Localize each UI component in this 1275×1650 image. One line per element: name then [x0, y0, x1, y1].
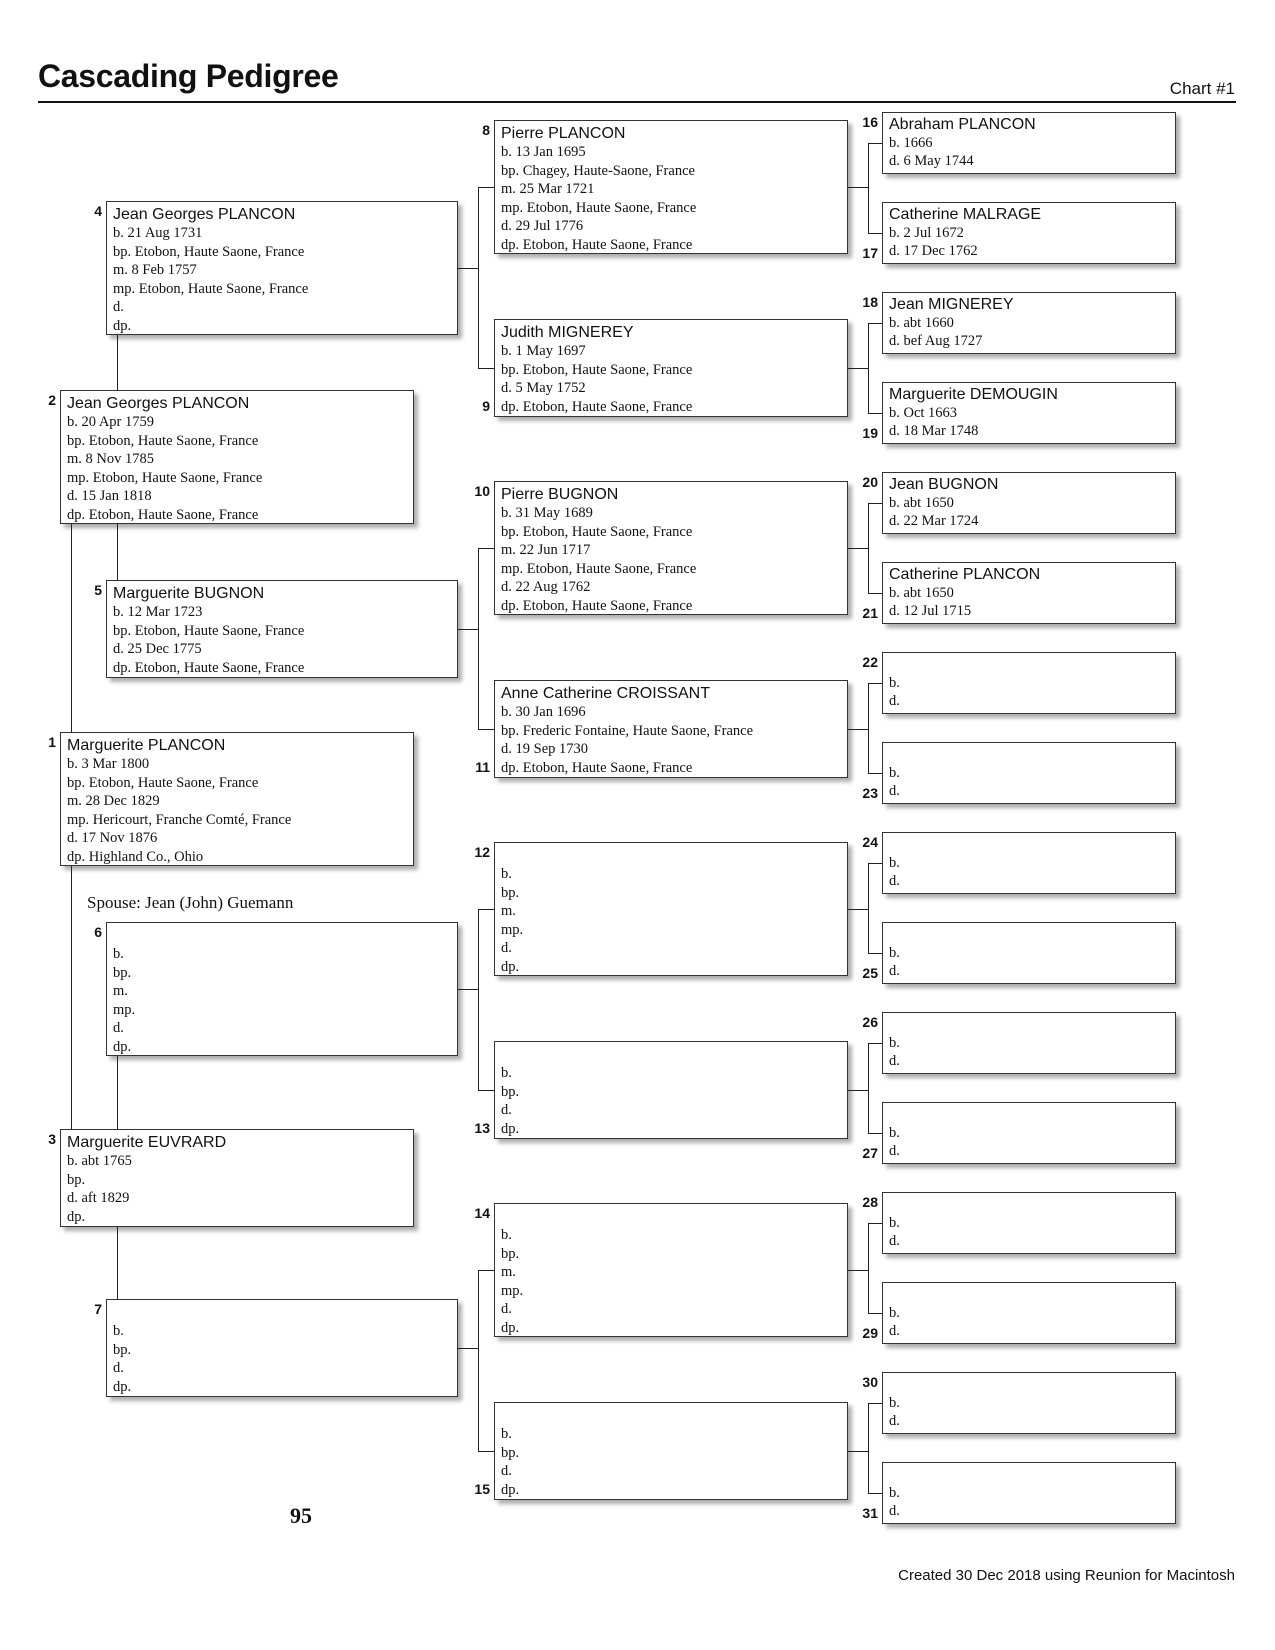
footer-credit: Created 30 Dec 2018 using Reunion for Macintosh: [898, 1567, 1235, 1584]
connector-line: [848, 368, 868, 369]
person-name: Marguerite EUVRARD: [67, 1134, 227, 1151]
person-detail-line: bp. Etobon, Haute Saone, France: [113, 622, 305, 639]
person-name: Pierre BUGNON: [501, 486, 619, 503]
person-detail-line: d.: [889, 1323, 900, 1339]
connector-line: [848, 1090, 868, 1091]
person-detail-line: m.: [113, 983, 128, 1000]
person-detail-line: b. 30 Jan 1696: [501, 704, 586, 720]
person-detail-line: m.: [501, 1264, 516, 1281]
person-box: [60, 732, 414, 866]
person-detail-line: bp. Chagey, Haute-Saone, France: [501, 162, 695, 179]
person-detail-line: d.: [889, 873, 900, 889]
person-number: 20: [862, 474, 878, 490]
person-detail-line: m. 22 Jun 1717: [501, 542, 591, 559]
person-number: 23: [862, 785, 878, 801]
connector-line: [868, 1403, 869, 1493]
connector-line: [868, 683, 882, 684]
person-number: 24: [862, 834, 878, 850]
person-detail-line: m. 28 Dec 1829: [67, 793, 160, 810]
person-number: 29: [862, 1325, 878, 1341]
connector-line: [478, 548, 494, 549]
person-detail-line: b.: [501, 1065, 512, 1081]
person-detail-line: mp. Hericourt, Franche Comté, France: [67, 811, 292, 828]
person-detail-line: m.: [501, 903, 516, 920]
person-detail-line: d. 22 Aug 1762: [501, 579, 591, 596]
person-detail-line: d.: [501, 1301, 512, 1318]
person-name: [889, 655, 1169, 674]
person-detail-line: bp.: [113, 1341, 132, 1358]
person-detail-line: mp.: [113, 1001, 136, 1018]
person-number: 17: [862, 245, 878, 261]
person-box: [494, 1203, 848, 1337]
person-detail-line: b. 3 Mar 1800: [67, 756, 150, 772]
person-number: 12: [474, 844, 490, 860]
connector-line: [478, 1451, 494, 1452]
connector-line: [868, 233, 882, 234]
connector-line: [868, 863, 869, 953]
connector-line: [478, 1270, 494, 1271]
person-box: [882, 1192, 1176, 1254]
person-name: [889, 1195, 1169, 1214]
person-box: [106, 580, 458, 678]
person-number: 28: [862, 1194, 878, 1210]
person-box: [494, 1402, 848, 1500]
page-title: Cascading Pedigree: [38, 58, 339, 94]
person-detail-line: dp. Etobon, Haute Saone, France: [67, 506, 259, 523]
connector-line: [478, 187, 479, 368]
connector-line: [868, 413, 882, 414]
person-box: [882, 922, 1176, 984]
person-detail-line: b.: [889, 675, 900, 691]
person-number: 16: [862, 114, 878, 130]
person-detail-line: d.: [889, 1503, 900, 1519]
person-detail-line: b.: [889, 1125, 900, 1141]
page-number: 95: [290, 1503, 312, 1528]
person-detail-line: dp. Etobon, Haute Saone, France: [113, 659, 305, 676]
connector-line: [478, 548, 479, 729]
person-box: [882, 832, 1176, 894]
person-detail-line: b. abt 1660: [889, 315, 954, 331]
person-detail-line: bp.: [501, 1245, 520, 1262]
person-number: 30: [862, 1374, 878, 1390]
connector-line: [868, 773, 882, 774]
person-detail-line: mp. Etobon, Haute Saone, France: [501, 199, 697, 216]
person-detail-line: b.: [113, 1323, 124, 1339]
person-detail-line: d. 5 May 1752: [501, 380, 586, 397]
person-detail-line: b.: [501, 866, 512, 882]
connector-line: [71, 524, 72, 732]
person-box: [882, 652, 1176, 714]
connector-line: [868, 1133, 882, 1134]
person-detail-line: d.: [113, 299, 124, 316]
person-name: Jean MIGNEREY: [889, 296, 1014, 313]
person-number: 22: [862, 654, 878, 670]
person-detail-line: d. 15 Jan 1818: [67, 488, 152, 505]
person-box: [882, 472, 1176, 534]
connector-line: [478, 1090, 494, 1091]
person-box: [882, 1012, 1176, 1074]
person-name: Catherine MALRAGE: [889, 206, 1042, 223]
person-name: [113, 926, 451, 945]
connector-line: [868, 1223, 869, 1313]
person-detail-line: b.: [889, 945, 900, 961]
person-box: [882, 1372, 1176, 1434]
person-number: 19: [862, 425, 878, 441]
person-detail-line: bp.: [67, 1171, 86, 1188]
person-name: Jean Georges PLANCON: [67, 395, 250, 412]
person-box: [494, 481, 848, 615]
person-number: 7: [94, 1301, 102, 1317]
person-number: 26: [862, 1014, 878, 1030]
connector-line: [868, 1403, 882, 1404]
person-box: [882, 202, 1176, 264]
person-box: [106, 1299, 458, 1397]
person-box: [106, 922, 458, 1056]
person-box: [494, 120, 848, 254]
person-number: 27: [862, 1145, 878, 1161]
person-detail-line: b.: [889, 1215, 900, 1231]
person-detail-line: bp.: [501, 884, 520, 901]
person-detail-line: mp. Etobon, Haute Saone, France: [67, 469, 263, 486]
connector-line: [868, 1043, 869, 1133]
person-name: [889, 1105, 1169, 1124]
person-detail-line: b.: [889, 1035, 900, 1051]
connector-line: [848, 729, 868, 730]
connector-line: [848, 548, 868, 549]
person-number: 15: [474, 1481, 490, 1497]
connector-line: [868, 323, 882, 324]
person-number: 13: [474, 1120, 490, 1136]
person-detail-line: d. 12 Jul 1715: [889, 603, 972, 619]
person-detail-line: d.: [889, 1233, 900, 1249]
person-detail-line: b.: [889, 1305, 900, 1321]
person-detail-line: d.: [501, 940, 512, 957]
connector-line: [868, 323, 869, 413]
connector-line: [848, 1451, 868, 1452]
person-detail-line: bp. Etobon, Haute Saone, France: [501, 523, 693, 540]
connector-line: [478, 909, 494, 910]
person-detail-line: d.: [889, 1053, 900, 1069]
person-number: 9: [482, 398, 490, 414]
connector-line: [868, 1493, 882, 1494]
person-detail-line: d.: [889, 693, 900, 709]
person-detail-line: d. 25 Dec 1775: [113, 641, 202, 658]
connector-line: [478, 187, 494, 188]
person-detail-line: d. 18 Mar 1748: [889, 423, 979, 439]
person-detail-line: bp.: [501, 1083, 520, 1100]
person-detail-line: d.: [889, 783, 900, 799]
connector-line: [478, 729, 494, 730]
person-detail-line: d.: [113, 1360, 124, 1377]
person-detail-line: bp. Etobon, Haute Saone, France: [67, 774, 259, 791]
connector-line: [868, 1223, 882, 1224]
person-detail-line: b.: [501, 1227, 512, 1243]
person-detail-line: mp.: [501, 1282, 524, 1299]
person-name: [501, 1045, 841, 1064]
person-detail-line: dp.: [67, 1208, 86, 1225]
person-box: [60, 390, 414, 524]
person-detail-line: b. 1 May 1697: [501, 343, 586, 359]
person-detail-line: d.: [501, 1102, 512, 1119]
person-number: 25: [862, 965, 878, 981]
person-number: 5: [94, 582, 102, 598]
person-detail-line: d. 19 Sep 1730: [501, 741, 588, 758]
connector-line: [868, 593, 882, 594]
person-number: 11: [475, 759, 490, 775]
connector-line: [458, 629, 478, 630]
connector-line: [868, 953, 882, 954]
title-rule: [38, 101, 1236, 103]
person-name: Jean Georges PLANCON: [113, 206, 296, 223]
person-detail-line: dp. Etobon, Haute Saone, France: [501, 236, 693, 253]
person-detail-line: dp. Etobon, Haute Saone, France: [501, 597, 693, 614]
chart-number: Chart #1: [1169, 79, 1235, 98]
person-detail-line: b. 31 May 1689: [501, 505, 593, 521]
person-box: [106, 201, 458, 335]
person-detail-line: m. 25 Mar 1721: [501, 181, 595, 198]
connector-line: [458, 989, 478, 990]
person-box: [60, 1129, 414, 1227]
person-detail-line: d. bef Aug 1727: [889, 333, 983, 349]
person-detail-line: d. 17 Dec 1762: [889, 243, 978, 259]
person-detail-line: b. abt 1765: [67, 1153, 132, 1169]
person-number: 18: [862, 294, 878, 310]
person-box: [494, 680, 848, 778]
person-box: [882, 112, 1176, 174]
person-number: 4: [94, 203, 102, 219]
person-detail-line: dp.: [113, 317, 132, 334]
connector-line: [868, 1043, 882, 1044]
connector-line: [868, 143, 882, 144]
person-detail-line: mp. Etobon, Haute Saone, France: [113, 280, 309, 297]
person-detail-line: bp. Etobon, Haute Saone, France: [67, 432, 259, 449]
person-detail-line: b. Oct 1663: [889, 405, 958, 421]
person-name: Marguerite PLANCON: [67, 737, 226, 754]
person-detail-line: d.: [113, 1020, 124, 1037]
person-detail-line: dp. Etobon, Haute Saone, France: [501, 759, 693, 776]
connector-line: [478, 368, 494, 369]
person-name: Anne Catherine CROISSANT: [501, 685, 710, 702]
person-detail-line: dp. Highland Co., Ohio: [67, 848, 204, 865]
person-detail-line: b.: [889, 1395, 900, 1411]
connector-line: [117, 1056, 118, 1129]
person-name: Pierre PLANCON: [501, 125, 626, 142]
person-box: [882, 1102, 1176, 1164]
connector-line: [848, 1270, 868, 1271]
connector-line: [117, 524, 118, 580]
person-detail-line: b. 21 Aug 1731: [113, 225, 203, 241]
connector-line: [478, 909, 479, 1090]
person-name: [889, 745, 1169, 764]
person-detail-line: m. 8 Feb 1757: [113, 262, 197, 279]
person-name: [501, 1207, 841, 1226]
person-detail-line: d. 29 Jul 1776: [501, 218, 584, 235]
person-detail-line: bp. Etobon, Haute Saone, France: [113, 243, 305, 260]
connector-line: [868, 683, 869, 773]
person-detail-line: b. 13 Jan 1695: [501, 144, 586, 160]
person-number: 31: [862, 1505, 878, 1521]
person-detail-line: bp. Etobon, Haute Saone, France: [501, 361, 693, 378]
person-name: Catherine PLANCON: [889, 566, 1041, 583]
person-detail-line: bp. Frederic Fontaine, Haute Saone, France: [501, 722, 754, 739]
person-number: 14: [474, 1205, 490, 1221]
person-detail-line: d. 6 May 1744: [889, 153, 974, 169]
person-detail-line: dp.: [501, 1481, 520, 1498]
connector-line: [478, 1270, 479, 1451]
person-detail-line: mp. Etobon, Haute Saone, France: [501, 560, 697, 577]
person-detail-line: b. 20 Apr 1759: [67, 414, 154, 430]
person-name: Judith MIGNEREY: [501, 324, 634, 341]
person-detail-line: mp.: [501, 921, 524, 938]
person-detail-line: bp.: [113, 964, 132, 981]
person-number: 21: [862, 605, 878, 621]
person-detail-line: m. 8 Nov 1785: [67, 451, 154, 468]
person-detail-line: dp.: [113, 1038, 132, 1055]
person-detail-line: d.: [889, 1413, 900, 1429]
person-detail-line: b.: [889, 1485, 900, 1501]
connector-line: [868, 503, 869, 593]
person-detail-line: dp.: [501, 1319, 520, 1336]
person-number: 8: [482, 122, 490, 138]
person-name: Abraham PLANCON: [889, 116, 1036, 133]
person-detail-line: b. 12 Mar 1723: [113, 604, 203, 620]
person-name: [889, 1465, 1169, 1484]
person-detail-line: b. 1666: [889, 135, 933, 151]
person-name: [113, 1303, 451, 1322]
connector-line: [868, 1313, 882, 1314]
person-number: 6: [94, 924, 102, 940]
person-detail-line: d.: [501, 1463, 512, 1480]
person-detail-line: d. aft 1829: [67, 1190, 130, 1207]
person-name: Marguerite DEMOUGIN: [889, 386, 1058, 403]
connector-line: [868, 863, 882, 864]
person-name: Marguerite BUGNON: [113, 585, 265, 602]
person-detail-line: dp.: [501, 1120, 520, 1137]
person-box: [882, 382, 1176, 444]
connector-line: [848, 909, 868, 910]
person-name: [889, 1375, 1169, 1394]
person-detail-line: d.: [889, 963, 900, 979]
person-number: 10: [474, 483, 490, 499]
person-name: [889, 925, 1169, 944]
connector-line: [117, 1227, 118, 1299]
person-name: [501, 1406, 841, 1425]
connector-line: [868, 143, 869, 233]
person-detail-line: b. 2 Jul 1672: [889, 225, 964, 241]
person-box: [494, 319, 848, 417]
connector-line: [458, 1348, 478, 1349]
connector-line: [458, 268, 478, 269]
person-number: 1: [48, 734, 56, 750]
person-detail-line: b. abt 1650: [889, 495, 954, 511]
person-detail-line: b.: [889, 855, 900, 871]
person-detail-line: b. abt 1650: [889, 585, 954, 601]
connector-line: [71, 866, 72, 1129]
person-box: [882, 292, 1176, 354]
person-name: Jean BUGNON: [889, 476, 999, 493]
spouse-note: Spouse: Jean (John) Guemann: [87, 893, 294, 912]
person-detail-line: d. 22 Mar 1724: [889, 513, 979, 529]
person-box: [882, 1282, 1176, 1344]
connector-line: [117, 335, 118, 390]
person-box: [882, 562, 1176, 624]
person-box: [494, 1041, 848, 1139]
person-detail-line: d. 17 Nov 1876: [67, 830, 158, 847]
person-detail-line: dp.: [501, 958, 520, 975]
person-detail-line: b.: [113, 946, 124, 962]
person-box: [882, 1462, 1176, 1524]
person-detail-line: d.: [889, 1143, 900, 1159]
person-name: [889, 835, 1169, 854]
person-number: 3: [48, 1131, 56, 1147]
person-name: [889, 1015, 1169, 1034]
person-number: 2: [48, 392, 56, 408]
person-detail-line: b.: [501, 1426, 512, 1442]
connector-line: [868, 503, 882, 504]
person-detail-line: dp.: [113, 1378, 132, 1395]
person-box: [882, 742, 1176, 804]
person-name: [889, 1285, 1169, 1304]
person-detail-line: bp.: [501, 1444, 520, 1461]
person-name: [501, 846, 841, 865]
connector-line: [848, 187, 868, 188]
person-detail-line: dp. Etobon, Haute Saone, France: [501, 398, 693, 415]
person-detail-line: b.: [889, 765, 900, 781]
person-box: [494, 842, 848, 976]
